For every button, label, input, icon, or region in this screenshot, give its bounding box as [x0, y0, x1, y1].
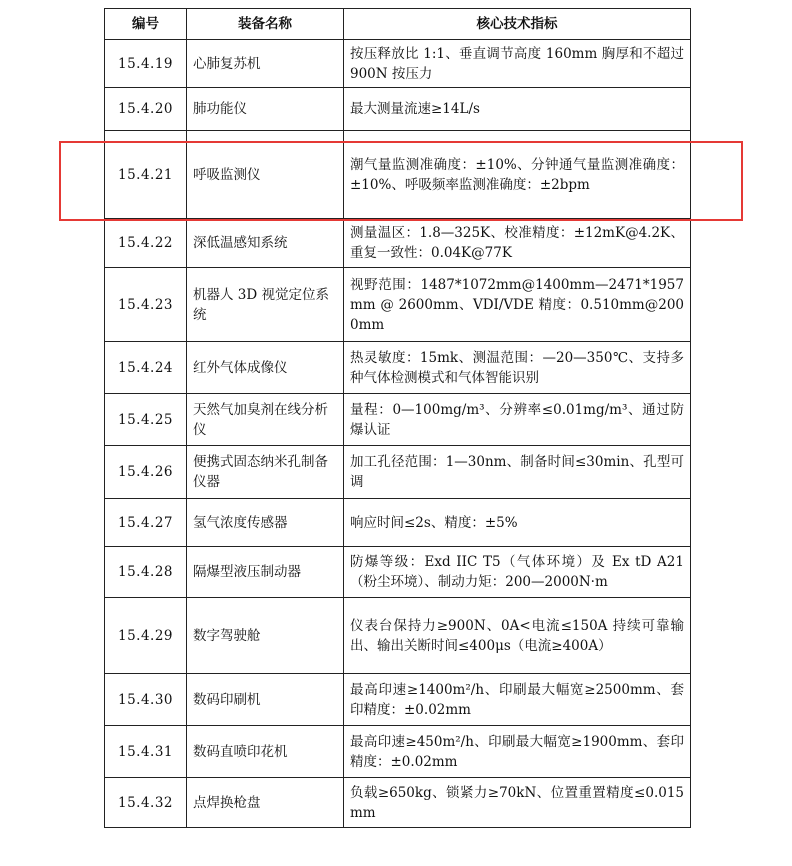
row-id: 15.4.28	[105, 547, 187, 598]
table-row	[105, 394, 691, 446]
row-spec: 最大测量流速≥14L/s	[344, 88, 691, 131]
row-id: 15.4.32	[105, 778, 187, 828]
row-equipment-name: 点焊换枪盘	[187, 778, 344, 828]
row-equipment-name: 呼吸监测仪	[187, 131, 344, 219]
row-spec: 最高印速≥1400m²/h、印刷最大幅宽≥2500mm、套印精度：±0.02mm	[344, 674, 691, 726]
row-spec: 响应时间≤2s、精度：±5%	[344, 499, 691, 547]
table-row	[105, 778, 691, 828]
table-row	[105, 268, 691, 342]
row-id: 15.4.26	[105, 446, 187, 499]
table-row	[105, 598, 691, 674]
table-row	[105, 219, 691, 268]
table-row	[105, 446, 691, 499]
row-id: 15.4.30	[105, 674, 187, 726]
row-id: 15.4.24	[105, 342, 187, 394]
row-id: 15.4.22	[105, 219, 187, 268]
row-equipment-name: 便携式固态纳米孔制备仪器	[187, 446, 344, 499]
row-equipment-name: 氢气浓度传感器	[187, 499, 344, 547]
header-core-specs: 核心技术指标	[344, 9, 691, 40]
row-spec: 负载≥650kg、锁紧力≥70kN、位置重置精度≤0.015mm	[344, 778, 691, 828]
document-page	[104, 8, 690, 828]
row-id: 15.4.25	[105, 394, 187, 446]
row-equipment-name: 心肺复苏机	[187, 40, 344, 88]
row-spec: 最高印速≥450m²/h、印刷最大幅宽≥1900mm、套印精度：±0.02mm	[344, 726, 691, 778]
row-equipment-name: 数码直喷印花机	[187, 726, 344, 778]
row-spec: 按压释放比 1:1、垂直调节高度 160mm 胸厚和不超过 900N 按压力	[344, 40, 691, 88]
row-id: 15.4.19	[105, 40, 187, 88]
table-row	[105, 499, 691, 547]
header-equipment-name: 装备名称	[187, 9, 344, 40]
row-spec: 热灵敏度：15mk、测温范围：—20—350℃、支持多种气体检测模式和气体智能识别	[344, 342, 691, 394]
row-id: 15.4.21	[105, 131, 187, 219]
row-id: 15.4.27	[105, 499, 187, 547]
row-equipment-name: 机器人 3D 视觉定位系统	[187, 268, 344, 342]
row-spec: 量程：0—100mg/m³、分辨率≤0.01mg/m³、通过防爆认证	[344, 394, 691, 446]
table-row	[105, 40, 691, 88]
table-row	[105, 547, 691, 598]
row-equipment-name: 深低温感知系统	[187, 219, 344, 268]
table-row	[105, 342, 691, 394]
table-row	[105, 726, 691, 778]
row-id: 15.4.23	[105, 268, 187, 342]
row-equipment-name: 肺功能仪	[187, 88, 344, 131]
row-spec: 测量温区：1.8—325K、校准精度：±12mK@4.2K、重复一致性：0.04K@77K	[344, 219, 691, 268]
row-id: 15.4.20	[105, 88, 187, 131]
row-spec: 防爆等级：Exd IIC T5（气体环境）及 Ex tD A21（粉尘环境）、制动力矩：200—2000N·m	[344, 547, 691, 598]
row-spec: 潮气量监测准确度：±10%、分钟通气量监测准确度：±10%、呼吸频率监测准确度：±2bpm	[344, 131, 691, 219]
header-id: 编号	[105, 9, 187, 40]
row-spec: 仪表台保持力≥900N、0A<电流≤150A 持续可靠输出、输出关断时间≤400μs（电流≥400A）	[344, 598, 691, 674]
row-spec: 加工孔径范围：1—30nm、制备时间≤30min、孔型可调	[344, 446, 691, 499]
table-row	[105, 674, 691, 726]
table-row	[105, 88, 691, 131]
table-header-row	[105, 9, 691, 40]
table-row	[105, 131, 691, 219]
equipment-spec-table	[104, 8, 691, 828]
row-equipment-name: 红外气体成像仪	[187, 342, 344, 394]
row-equipment-name: 数字驾驶舱	[187, 598, 344, 674]
row-equipment-name: 天然气加臭剂在线分析仪	[187, 394, 344, 446]
row-id: 15.4.29	[105, 598, 187, 674]
row-equipment-name: 隔爆型液压制动器	[187, 547, 344, 598]
row-equipment-name: 数码印刷机	[187, 674, 344, 726]
row-spec: 视野范围：1487*1072mm@1400mm—2471*1957mm @ 2600mm、VDI/VDE 精度：0.510mm@2000mm	[344, 268, 691, 342]
row-id: 15.4.31	[105, 726, 187, 778]
